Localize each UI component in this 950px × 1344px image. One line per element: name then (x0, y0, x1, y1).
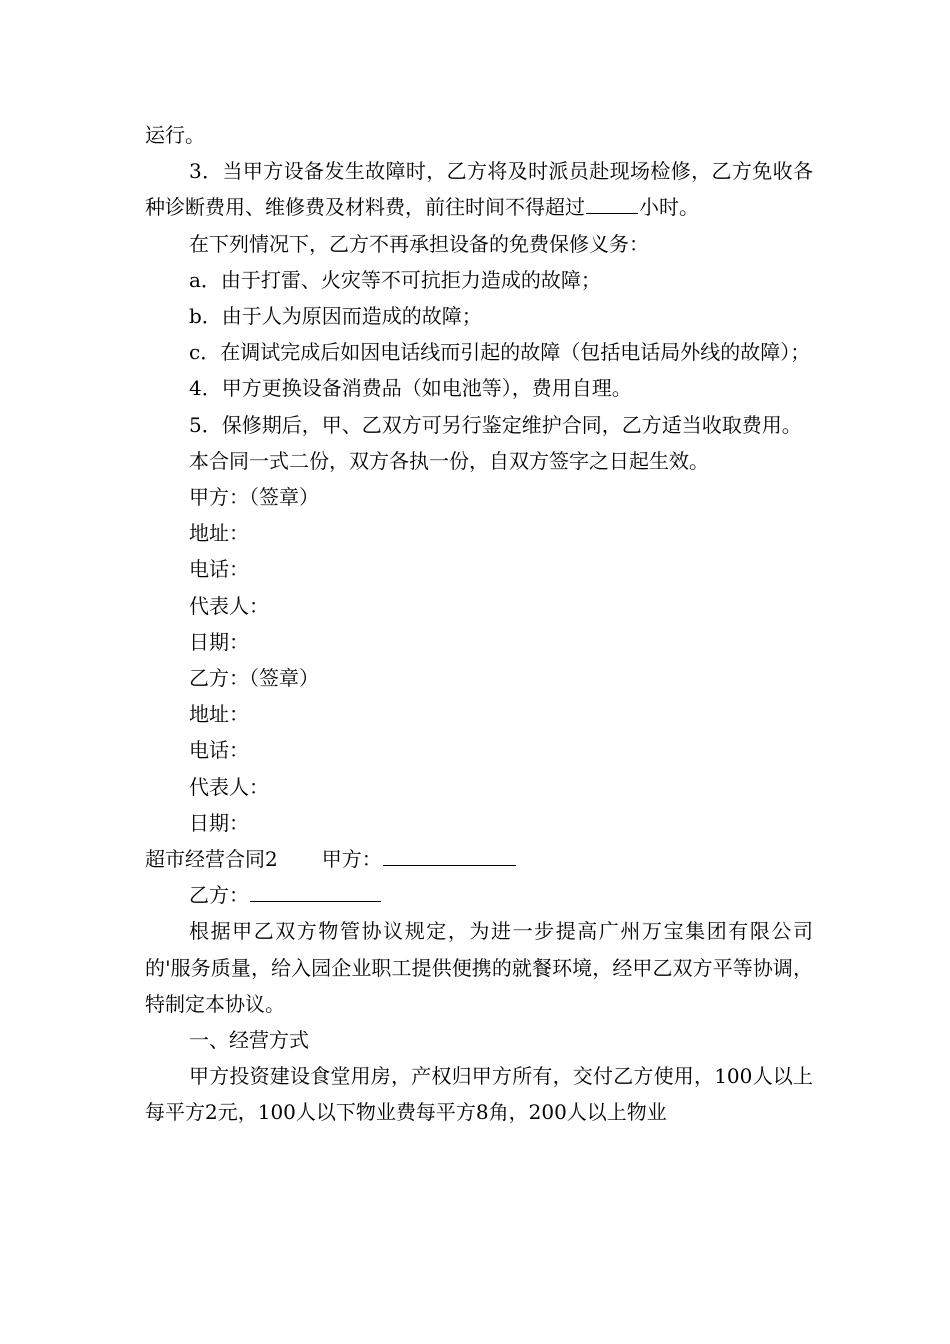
party-b-address: 地址： (189, 702, 249, 727)
paragraph-exclusion-b: b．由于人为原因而造成的故障； (189, 304, 482, 329)
party-b-representative: 代表人： (189, 774, 269, 799)
party-a-representative: 代表人： (189, 593, 269, 618)
section-heading-operation: 一、经营方式 (189, 1028, 309, 1053)
contract2-intro: 根据甲乙双方物管协议规定，为进一步提高广州万宝集团有限公司的'服务质量，给入园企业职工提供便携的就餐环境，经甲乙双方平等协调，特制定本协议。 (145, 919, 813, 1016)
contract2-party-b-line (145, 877, 813, 913)
party-b-blank-line (250, 879, 381, 902)
party-a-signature: 甲方：（签章） (189, 485, 319, 510)
party-a-blank-line (383, 843, 516, 866)
repair-clause-text: 3．当甲方设备发生故障时，乙方将及时派员赴现场检修，乙方免收各种诊断费用、维修费及材料费，前往时间不得超过 (145, 159, 813, 220)
paragraph-repair-clause (145, 153, 813, 225)
party-b-phone: 电话： (189, 738, 249, 763)
paragraph-copies: 本合同一式二份，双方各执一份，自双方签字之日起生效。 (189, 448, 709, 473)
hours-blank-line (586, 191, 638, 214)
section-operation-text: 甲方投资建设食堂用房，产权归甲方所有，交付乙方使用，100人以上每平方2元，100人以下物业费每平方8角，200人以上物业 (145, 1064, 813, 1125)
party-a-address: 地址： (189, 521, 249, 546)
paragraph-exclusion-c: c．在调试完成后如因电话线而引起的故障（包括电话局外线的故障）； (189, 340, 811, 365)
document-body (145, 117, 813, 1131)
paragraph-exclusions-intro: 在下列情况下，乙方不再承担设备的免费保修义务： (189, 231, 649, 256)
party-b-date: 日期： (189, 810, 249, 835)
paragraph-exclusion-a: a．由于打雷、火灾等不可抗拒力造成的故障； (189, 267, 601, 292)
contract2-heading-line (145, 841, 813, 877)
contract2-party-b-label: 乙方： (189, 883, 249, 908)
contract2-party-a-label: 甲方： (321, 847, 382, 872)
party-a-date: 日期： (189, 629, 249, 654)
party-b-signature: 乙方：（签章） (189, 666, 319, 691)
paragraph-continuation: 运行。 (145, 123, 205, 147)
repair-clause-suffix: 小时。 (639, 195, 699, 220)
paragraph-post-warranty: 5．保修期后，甲、乙双方可另行鉴定维护合同，乙方适当收取费用。 (189, 412, 802, 437)
contract2-title: 超市经营合同2 (145, 847, 278, 872)
paragraph-consumables: 4．甲方更换设备消费品（如电池等），费用自理。 (189, 376, 632, 401)
party-a-phone: 电话： (189, 557, 249, 582)
